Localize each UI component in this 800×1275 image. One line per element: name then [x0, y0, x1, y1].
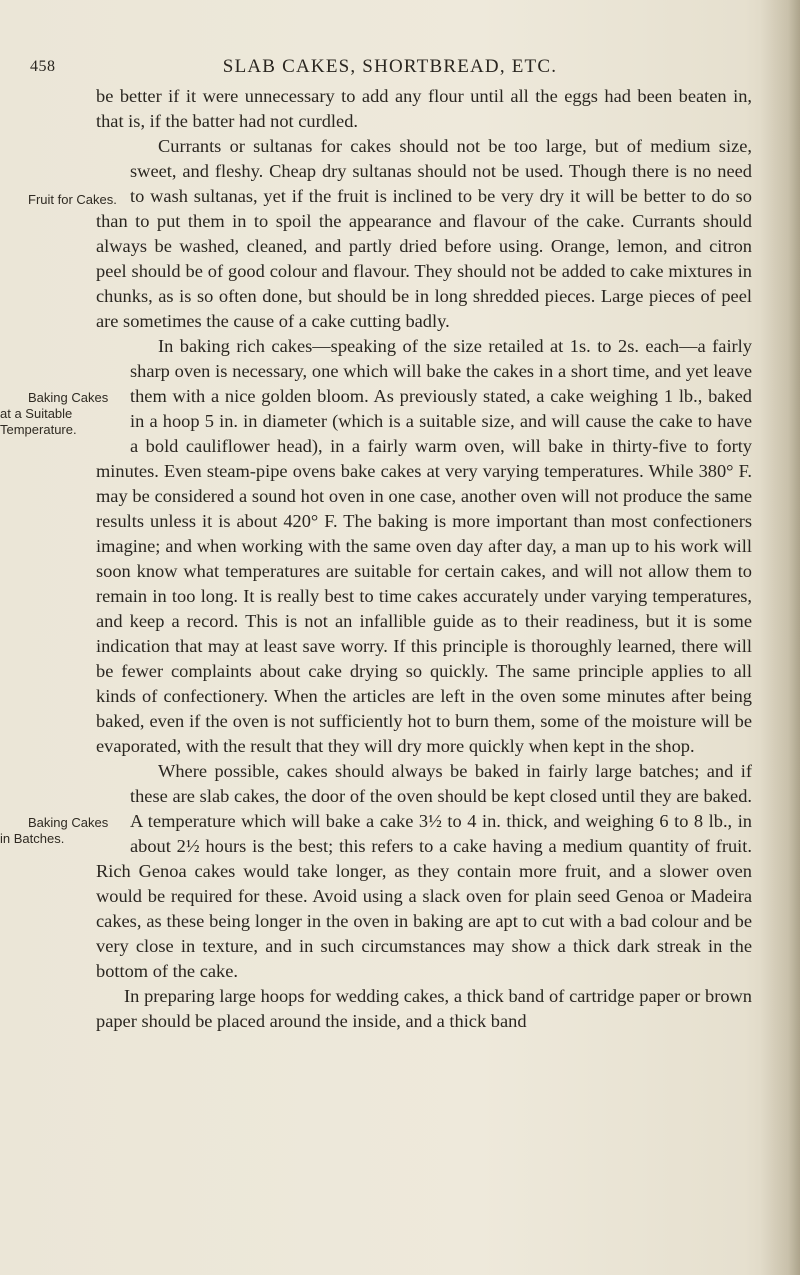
paragraph-wedding-hoops: In preparing large hoops for wedding cakes, a thick band of cartridge paper or brown paper should be placed around the inside, and a thick band [96, 986, 752, 1031]
sidenote-baking-temperature: Baking Cakes at a Suitable Temperature. [0, 390, 109, 437]
sidenote-fruit-for-cakes: Fruit for Cakes. [28, 192, 117, 207]
sidenote-baking-in-batches: Baking Cakes in Batches. [0, 815, 109, 846]
page-number: 458 [30, 58, 56, 75]
paragraph-fruit [28, 134, 752, 334]
paragraph-batches-text: Where possible, cakes should always be baked in fairly large batches; and if these are slab cakes, the door of the oven should be kept closed until they are baked. A temperature which will bake a cake 3½ to 4 in. thick, and weighing 6 to 8 lb., in about 2½ hours is the best; this refers to a cake having a medium quantity of fruit. Rich Genoa cakes would take longer, as they contain more fruit, and a slower oven would be required for these. Avoid using a slack oven for plain seed Genoa or Madeira cakes, as these being longer in the oven in baking are apt to cut with a bad colour and be very close in texture, and in such circumstances may show a thick dark streak in the bottom of the cake. [96, 761, 752, 981]
running-head: SLAB CAKES, SHORTBREAD, ETC. [222, 56, 558, 77]
page-header [30, 52, 750, 82]
paragraph-fruit-text: Currants or sultanas for cakes should not be too large, but of medium size, sweet, and fleshy. Cheap dry sultanas should not be used. Though there is no need to wash sultanas, yet if the fruit is inclined to be very dry it will be better to do so than to put them in to spoil the appearance and flavour of the cake. Currants should always be washed, cleaned, and partly dried before using. Orange, lemon, and citron peel should be of good colour and flavour. They should not be added to cake mixtures in chunks, as is so often done, but should be in long shredded pieces. Large pieces of peel are sometimes the cause of a cake cutting badly. [96, 136, 752, 331]
paragraph-continued: be better if it were unnecessary to add any flour until all the eggs had been beaten in, that is, if the batter had not curdled. [96, 86, 752, 131]
page-edge-shadow [760, 0, 800, 1275]
paragraph-baking-temperature-text: In baking rich cakes—speaking of the size retailed at 1s. to 2s. each—a fairly sharp oven is necessary, one which will bake the cakes in a short time, and yet leave them with a nice golden bloom. As previously stated, a cake weighing 1 lb., baked in a hoop 5 in. in diameter (which is a suitable size, and will cause the cake to have a bold cauliflower head), in a fairly warm oven, will bake in thirty-five to forty minutes. Even steam-pipe ovens bake cakes at very varying temperatures. While 380° F. may be considered a sound hot oven in one case, another oven will not produce the same results unless it is about 420° F. The baking is more important than most confectioners imagine; and when working with the same oven day after day, a man up to his work will soon know what temperatures are suitable for certain cakes, and will not allow them to remain in too long. It is really best to time cakes accurately under varying temperatures, and keep a record. This is not an infallible guide as to their readiness, but it is some indication that may at least save worry. If this principle is thoroughly learned, there will be fewer complaints about cake drying so quickly. The same principle applies to all kinds of confectionery. When the articles are left in the oven some minutes after being baked, even if the oven is not sufficiently hot to burn them, some of the moisture will be evaporated, with the result that they will dry more quickly when kept in the shop. [96, 336, 752, 756]
paragraph-baking-temperature [0, 334, 752, 759]
body-text [0, 84, 752, 1034]
paragraph-batches [0, 759, 752, 984]
